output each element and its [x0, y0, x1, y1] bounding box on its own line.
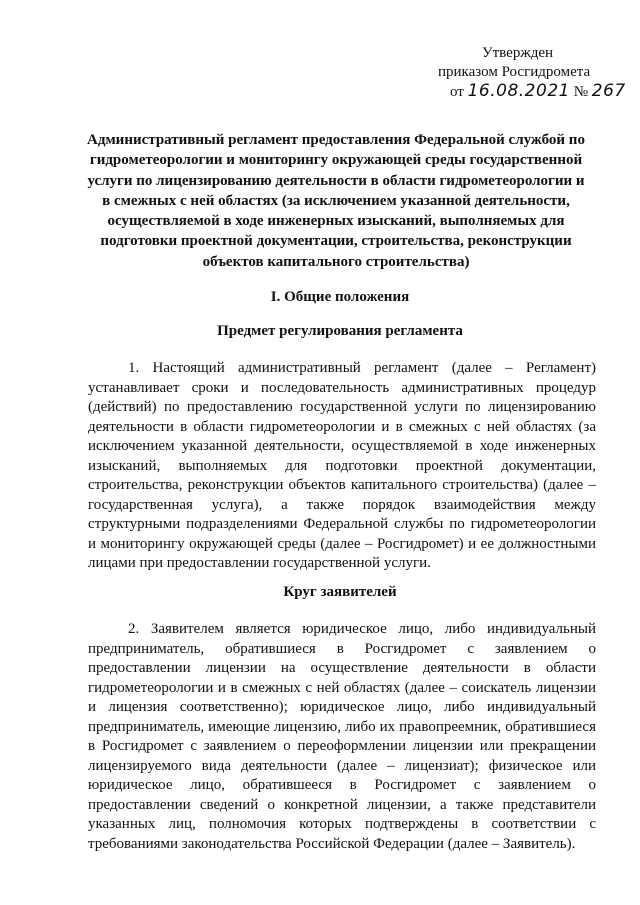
date-prefix: от: [450, 84, 464, 100]
number-prefix: №: [573, 84, 589, 100]
approval-line-approved: Утвержден: [482, 45, 554, 61]
approval-line-date: [430, 81, 626, 102]
subheading-applicants: Круг заявителей: [283, 584, 397, 600]
paragraph-2: 2. Заявителем является юридическое лицо, либо индивидуальный предприниматель, обратившиеся в Росгидромет с заявлением о предоставлении лицензии на осуществление деятельности в области гидрометеорологии и в смежных с ней областях (далее – соискатель лицензии и лицензия соответственно); юридическое лицо, либо индивидуальный предприниматель, имеющие лицензию, либо их правопреемник, обратившиеся в Росгидромет с заявлением о переоформлении лицензии или прекращении лицензируемого вида деятельности (далее – лицензиат); физическое или юридическое лицо, обратившееся в Росгидромет с заявлением о предоставлении сведений о конкретной лицензии, а также представители указанных лиц, полномочия которых подтверждены в соответствии с требованиями законодательства Российской Федерации (далее – Заявитель).: [88, 621, 596, 852]
subheading-regulation-subject: Предмет регулирования регламента: [217, 323, 463, 339]
approval-stamp: [430, 44, 626, 102]
chapter-heading: I. Общие положения: [270, 289, 410, 305]
handwritten-date: 16.08.2021: [467, 81, 570, 101]
document-title: Административный регламент предоставления Федеральной службой по гидрометеорологии и мониторингу окружающей среды государственной услуги по лицензированию деятельности в области гидрометеорологии и в смежных с ней областях (за исключением указанной деятельности, осуществляемой в ходе инженерных изысканий, выполняемых для подготовки проектной документации, строительства, реконструкции объектов капитального строительства): [87, 132, 585, 270]
paragraph-1: 1. Настоящий административный регламент (далее – Регламент) устанавливает сроки и последовательность административных процедур (действий) по предоставлению государственной услуги по лицензированию деятельности в области гидрометеорологии и в смежных с ней областях (за исключением указанной деятельности, осуществляемой в ходе инженерных изысканий, выполняемых для подготовки проектной документации, строительства, реконструкции объектов капитального строительства) (далее – государственная услуга), а также порядок взаимодействия между структурными подразделениями Федеральной службы по гидрометеорологии и мониторингу окружающей среды (далее – Росгидромет) и ее должностными лицами при предоставлении государственной услуги.: [88, 360, 596, 571]
handwritten-number: 267: [591, 81, 626, 101]
approval-line-order: приказом Росгидромета: [438, 64, 591, 80]
